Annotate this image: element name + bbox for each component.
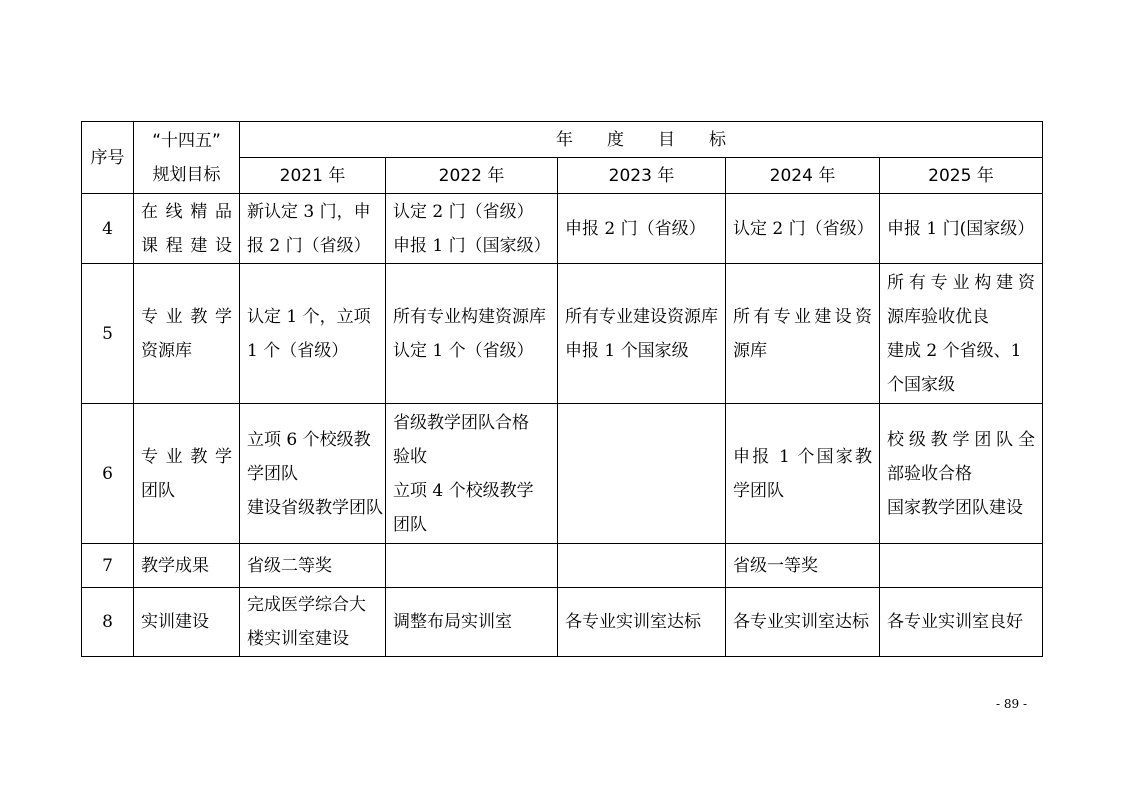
row-index: 6 xyxy=(82,404,134,544)
cell-line: 认定 1 个（省级） xyxy=(393,340,534,361)
header-plan-target xyxy=(134,122,240,194)
cell-line: 专业教学 xyxy=(141,306,232,327)
cell-line: 各专业实训室达标 xyxy=(733,612,869,632)
table-row xyxy=(82,264,1043,404)
cell-line: 实训建设 xyxy=(141,612,209,632)
cell-line: 认定 2 门（省级） xyxy=(733,218,874,239)
cell-line: 报 2 门（省级） xyxy=(247,235,371,256)
plan-target-table xyxy=(81,121,1043,657)
cell-line: 源库验收优良 xyxy=(887,306,989,327)
header-year-2021: 2021 年 xyxy=(240,158,386,194)
row-index: 5 xyxy=(82,264,134,404)
header-year-2025: 2025 年 xyxy=(880,158,1043,194)
cell-line: 部验收合格 xyxy=(887,463,972,484)
cell-line: 省级一等奖 xyxy=(733,555,818,576)
cell-line: 个国家级 xyxy=(887,374,955,395)
header-index: 序号 xyxy=(82,122,134,194)
header-year-2024: 2024 年 xyxy=(726,158,880,194)
cell-2025 xyxy=(880,264,1043,404)
cell-2024 xyxy=(726,194,880,264)
cell-2022 xyxy=(386,544,558,588)
cell-2022 xyxy=(386,194,558,264)
cell-2023 xyxy=(558,404,726,544)
header-year-2022: 2022 年 xyxy=(386,158,558,194)
cell-line: 立项 4 个校级教学 xyxy=(393,480,534,501)
cell-2021 xyxy=(240,264,386,404)
cell-line: 在线精品 xyxy=(141,201,232,222)
cell-line: 校级教学团队全 xyxy=(887,429,1035,450)
row-target xyxy=(134,588,240,657)
cell-2021 xyxy=(240,544,386,588)
cell-2023 xyxy=(558,194,726,264)
cell-line: 申报 1 门（国家级） xyxy=(393,235,551,256)
table-row xyxy=(82,544,1043,588)
cell-line: 新认定 3 门，申 xyxy=(247,201,371,222)
cell-2024 xyxy=(726,264,880,404)
cell-line: 调整布局实训室 xyxy=(393,612,512,632)
row-target xyxy=(134,194,240,264)
cell-2022 xyxy=(386,264,558,404)
cell-line: 立项 6 个校级教 xyxy=(247,429,371,450)
cell-line: 教学成果 xyxy=(141,555,209,576)
cell-2025 xyxy=(880,194,1043,264)
cell-line: 省级教学团队合格 xyxy=(393,412,529,433)
cell-2023 xyxy=(558,264,726,404)
cell-line: 国家教学团队建设 xyxy=(887,497,1023,518)
cell-line: 申报 1 个国家级 xyxy=(565,340,689,361)
cell-line: 所有专业构建资源库 xyxy=(393,306,546,327)
cell-line: 各专业实训室良好 xyxy=(887,612,1023,632)
cell-line: 团队 xyxy=(141,480,175,501)
cell-line: 楼实训室建设 xyxy=(247,629,349,649)
cell-line: 1 个（省级） xyxy=(247,340,349,361)
table-row xyxy=(82,194,1043,264)
cell-line: 资源库 xyxy=(141,340,192,361)
cell-2024 xyxy=(726,544,880,588)
cell-2025 xyxy=(880,588,1043,657)
cell-line: 申报 2 门（省级） xyxy=(565,218,706,239)
cell-line: 验收 xyxy=(393,446,427,467)
table-row xyxy=(82,404,1043,544)
cell-2021 xyxy=(240,194,386,264)
cell-2021 xyxy=(240,588,386,657)
cell-2021 xyxy=(240,404,386,544)
cell-2023 xyxy=(558,544,726,588)
cell-line: 专业教学 xyxy=(141,446,232,467)
cell-line: 各专业实训室达标 xyxy=(565,612,701,632)
cell-line: 建设省级教学团队 xyxy=(247,497,383,518)
cell-line: 学团队 xyxy=(733,480,784,501)
cell-line: 完成医学综合大 xyxy=(247,595,366,615)
cell-2025 xyxy=(880,404,1043,544)
cell-2022 xyxy=(386,404,558,544)
row-target xyxy=(134,544,240,588)
cell-line: 源库 xyxy=(733,340,767,361)
cell-2025 xyxy=(880,544,1043,588)
page-number: - 89 - xyxy=(996,697,1028,711)
row-index: 8 xyxy=(82,588,134,657)
table-row xyxy=(82,588,1043,657)
cell-line: 团队 xyxy=(393,514,427,535)
cell-line: 所有专业构建资 xyxy=(887,272,1035,293)
row-target xyxy=(134,264,240,404)
row-index: 4 xyxy=(82,194,134,264)
cell-line: 认定 1 个，立项 xyxy=(247,306,371,327)
header-year-2023: 2023 年 xyxy=(558,158,726,194)
cell-line: 申报 1 门(国家级） xyxy=(887,218,1035,239)
header-annual-target: 年 度 目 标 xyxy=(240,122,1043,158)
cell-2023 xyxy=(558,588,726,657)
cell-line: 所有专业建设资源库 xyxy=(565,306,718,327)
cell-line: 课程建设 xyxy=(141,235,232,256)
cell-line: 所有专业建设资 xyxy=(733,306,872,327)
cell-2024 xyxy=(726,404,880,544)
cell-line: 省级二等奖 xyxy=(247,555,332,576)
cell-line: 学团队 xyxy=(247,463,298,484)
row-target xyxy=(134,404,240,544)
cell-line: 建成 2 个省级、1 xyxy=(887,340,1022,361)
cell-line: 认定 2 门（省级） xyxy=(393,201,534,222)
header-plan-target-line1: “十四五” xyxy=(152,130,221,151)
cell-line: 申报 1 个国家教 xyxy=(733,446,872,467)
cell-2024 xyxy=(726,588,880,657)
row-index: 7 xyxy=(82,544,134,588)
cell-2022 xyxy=(386,588,558,657)
header-plan-target-line2: 规划目标 xyxy=(152,164,221,185)
